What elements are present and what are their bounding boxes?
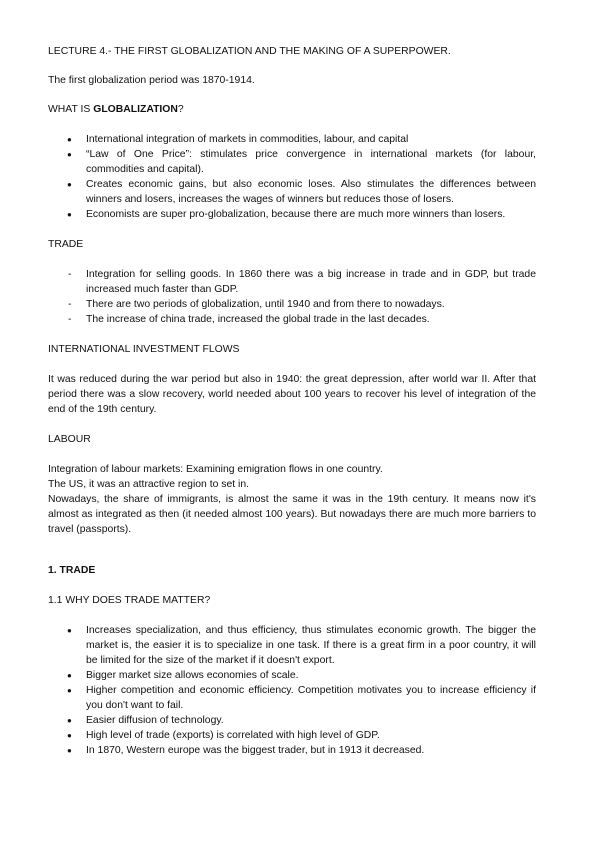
list-item: ● High level of trade (exports) is correlated with high level of GDP.	[48, 728, 536, 743]
list-item: - The increase of china trade, increased the global trade in the last decades.	[48, 312, 536, 327]
list-item: ● Increases specialization, and thus efficiency, thus stimulates economic growth. The bigger the market is, the easier it is to specialize in one task. If there is a great firm in a poor country, it will be limited for the size of the market if it doesn't export.	[48, 623, 536, 668]
investment-heading: INTERNATIONAL INVESTMENT FLOWS	[48, 344, 240, 355]
globalization-bullet-list	[48, 132, 536, 222]
intro-text: The first globalization period was 1870-1914.	[48, 75, 255, 86]
section-1-1-heading: 1.1 WHY DOES TRADE MATTER?	[48, 595, 211, 606]
list-item: ● Easier diffusion of technology.	[48, 713, 536, 728]
section-1-heading-text: 1. TRADE	[48, 565, 96, 576]
trade-heading: TRADE	[48, 239, 84, 250]
list-item: - There are two periods of globalization, until 1940 and from there to nowadays.	[48, 297, 536, 312]
labour-line-3: Nowadays, the share of immigrants, is almost the same it was in the 19th century. It means now it's almost as integrated as then (it needed almost 100 years). But nowadays there are much more barriers to travel (passports).	[48, 494, 536, 535]
list-item: ● International integration of markets in commodities, labour, and capital	[48, 132, 536, 147]
trade-dash-list	[48, 267, 536, 327]
list-item: ● In 1870, Western europe was the biggest trader, but in 1913 it decreased.	[48, 743, 536, 758]
section-1-heading	[48, 563, 536, 578]
globalization-heading	[48, 102, 536, 117]
list-item: ● Bigger market size allows economies of scale.	[48, 668, 536, 683]
globalization-heading-prefix: WHAT IS	[48, 104, 94, 115]
list-item: ● Economists are super pro-globalization, because there are much more winners than losers.	[48, 207, 536, 222]
document-page	[48, 44, 536, 758]
list-item: ● Higher competition and economic efficiency. Competition motivates you to increase efficiency if you don't want to fail.	[48, 683, 536, 713]
globalization-heading-suffix: ?	[177, 104, 184, 115]
labour-heading: LABOUR	[48, 434, 91, 445]
list-item: ● “Law of One Price”: stimulates price convergence in international markets (for labour, commodities and capital).	[48, 147, 536, 177]
labour-line-2: The US, it was an attractive region to set in.	[48, 479, 249, 490]
list-item: - Integration for selling goods. In 1860 there was a big increase in trade and in GDP, but trade increased much faster than GDP.	[48, 267, 536, 297]
list-item: ● Creates economic gains, but also economic loses. Also stimulates the differences between winners and losers, increases the wages of winners but reduces those of losers.	[48, 177, 536, 207]
lecture-title: LECTURE 4.- THE FIRST GLOBALIZATION AND THE MAKING OF A SUPERPOWER.	[48, 46, 451, 57]
trade-matter-bullet-list	[48, 623, 536, 758]
investment-paragraph: It was reduced during the war period but also in 1940: the great depression, after world war II. After that period there was a slow recovery, world needed about 100 years to recover his level of integration of the end of the 19th century.	[48, 374, 536, 415]
globalization-heading-bold: GLOBALIZATION	[93, 104, 178, 115]
labour-line-1: Integration of labour markets: Examining emigration flows in one country.	[48, 464, 383, 475]
